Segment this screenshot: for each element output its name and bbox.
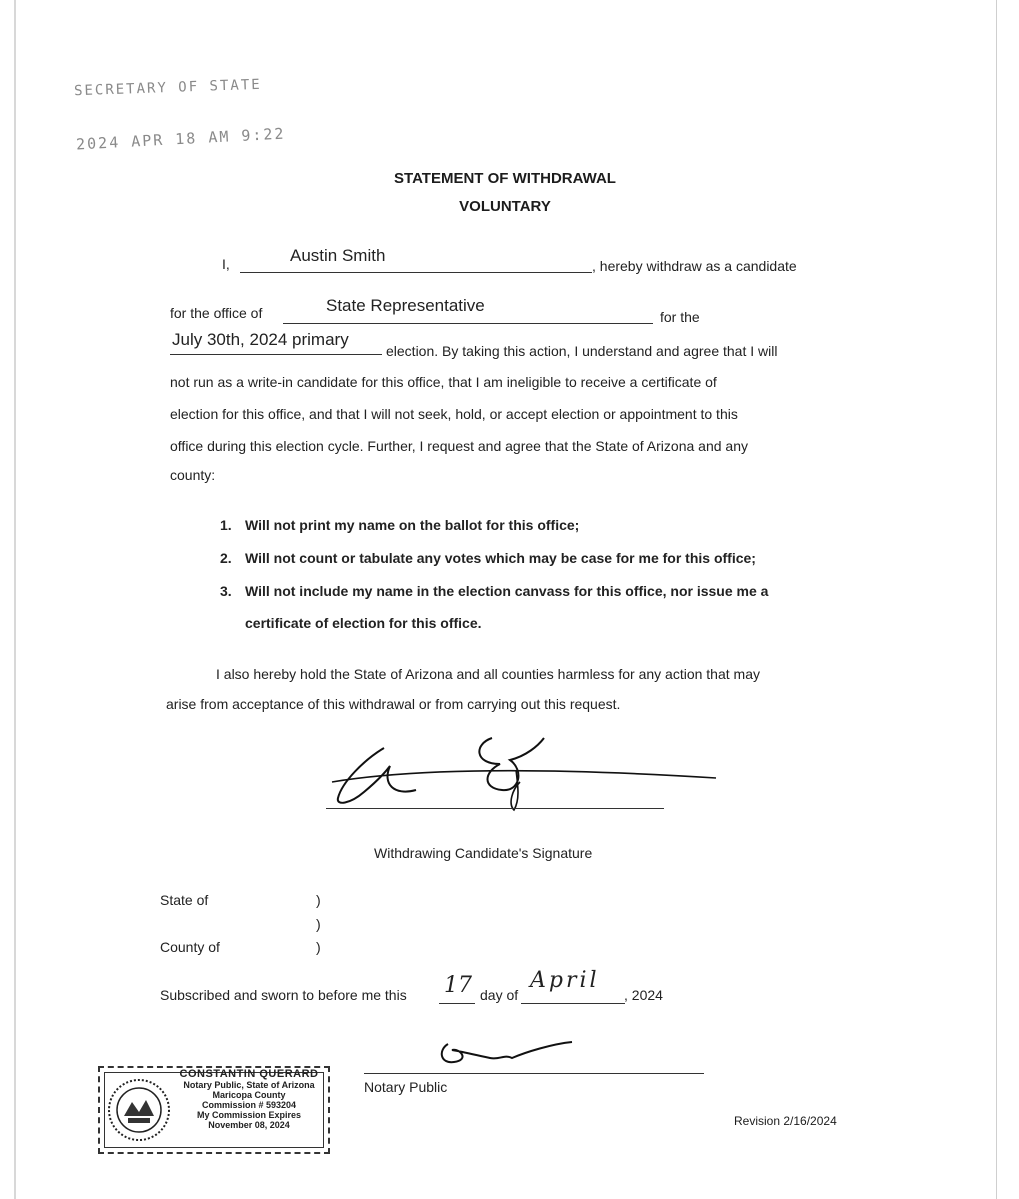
statement-line-5: election for this office, and that I will not seek, hold, or accept election or appointment to this: [170, 406, 738, 422]
name-underline: [240, 272, 592, 273]
statement-line-3: election. By taking this action, I understand and agree that I will: [386, 343, 778, 359]
office-prefix: for the office of: [170, 305, 263, 321]
condition-2-text: Will not count or tabulate any votes which may be case for me for this office;: [245, 550, 756, 566]
document-title: STATEMENT OF WITHDRAWAL: [394, 170, 616, 187]
notary-line: [364, 1073, 704, 1074]
venue-paren-2: ): [316, 916, 321, 932]
month-underline: [521, 1003, 625, 1004]
notary-public-label: Notary Public: [364, 1079, 448, 1095]
seal-text: [174, 1068, 324, 1130]
seal-line-2: Notary Public, State of Arizona: [183, 1080, 315, 1090]
seal-notary-name: CONSTANTIN QUERARD: [179, 1068, 319, 1080]
office-underline: [283, 323, 653, 324]
condition-3-text: Will not include my name in the election canvass for this office, nor issue me a: [245, 583, 769, 599]
state-seal-emblem: [106, 1072, 172, 1144]
filing-stamp-datetime: 2024 APR 18 AM 9:22: [75, 124, 286, 154]
day-of-label: day of: [480, 987, 519, 1003]
state-of-label: State of: [160, 892, 209, 908]
sworn-day: 17: [444, 973, 472, 998]
office-suffix: for the: [660, 309, 700, 325]
sworn-month: April: [530, 968, 600, 993]
condition-1-text: Will not print my name on the ballot for this office;: [245, 517, 580, 533]
notary-signature: [430, 1036, 580, 1072]
notary-seal: [98, 1066, 330, 1154]
office-value: State Representative: [326, 296, 485, 315]
prefix-i: I,: [222, 256, 230, 272]
statement-line-6: office during this election cycle. Further, I request and agree that the State of Arizona and any: [170, 438, 748, 454]
sworn-prefix: Subscribed and sworn to before me this: [160, 987, 407, 1003]
signature-line: [326, 808, 664, 809]
withdraw-text: , hereby withdraw as a candidate: [592, 258, 797, 274]
sworn-year: , 2024: [624, 987, 663, 1003]
county-of-label: County of: [160, 939, 220, 955]
venue-paren-1: ): [316, 892, 321, 908]
candidate-signature: [324, 730, 724, 820]
condition-3-num: 3.: [220, 583, 232, 599]
seal-line-3: Maricopa County: [212, 1090, 286, 1100]
election-value: July 30th, 2024 primary: [172, 330, 349, 349]
seal-line-6: November 08, 2024: [208, 1120, 290, 1130]
filing-stamp-office: SECRETARY OF STATE: [73, 76, 262, 100]
signature-caption: Withdrawing Candidate's Signature: [374, 845, 593, 861]
venue-paren-3: ): [316, 939, 321, 955]
seal-line-4: Commission # 593204: [201, 1100, 297, 1110]
condition-3-continued: certificate of election for this office.: [245, 615, 482, 631]
statement-line-7: county:: [170, 467, 216, 483]
harmless-line-1: I also hereby hold the State of Arizona and all counties harmless for any action that may: [216, 666, 760, 682]
day-underline: [439, 1003, 475, 1004]
harmless-line-2: arise from acceptance of this withdrawal or from carrying out this request.: [166, 696, 621, 712]
condition-1-num: 1.: [220, 517, 232, 533]
revision-date: Revision 2/16/2024: [734, 1114, 837, 1128]
statement-line-4: not run as a write-in candidate for this office, that I am ineligible to receive a certificate of: [170, 374, 717, 390]
document-subtitle: VOLUNTARY: [459, 198, 551, 215]
seal-line-5: My Commission Expires: [196, 1110, 302, 1120]
condition-2-num: 2.: [220, 550, 232, 566]
candidate-name: Austin Smith: [290, 246, 386, 265]
election-underline: [170, 354, 382, 355]
